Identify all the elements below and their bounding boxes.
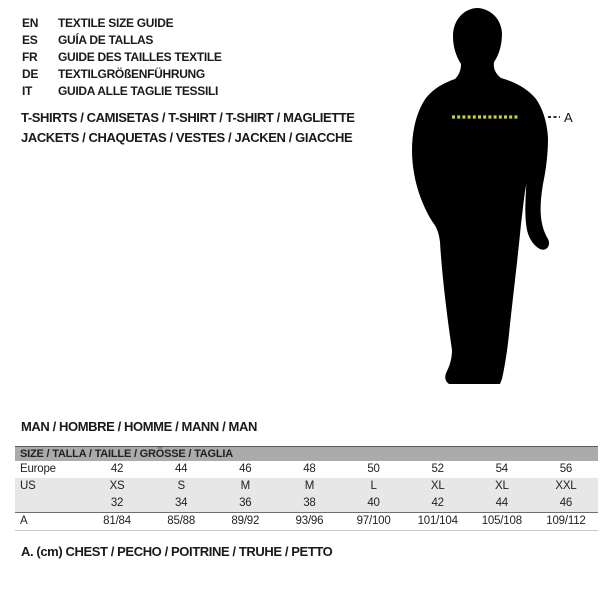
table-row-us bbox=[15, 478, 598, 495]
row-label: US bbox=[20, 480, 36, 492]
cell: 46 bbox=[239, 463, 252, 475]
man-silhouette-svg bbox=[390, 0, 600, 395]
cell: 93/96 bbox=[295, 515, 324, 527]
language-row-fr bbox=[22, 49, 222, 66]
language-label: TEXTILGRÖßENFÜHRUNG bbox=[58, 67, 205, 81]
man-silhouette-figure bbox=[390, 0, 600, 395]
cell: 85/88 bbox=[167, 515, 196, 527]
cell: 44 bbox=[495, 497, 509, 509]
language-label: GUÍA DE TALLAS bbox=[58, 33, 154, 47]
cell: 42 bbox=[110, 463, 124, 475]
cell: 56 bbox=[559, 463, 573, 475]
cell: XL bbox=[430, 480, 445, 492]
row-label bbox=[15, 495, 85, 512]
cell: 109/112 bbox=[546, 515, 586, 527]
cell: XXL bbox=[555, 480, 577, 492]
language-label: GUIDA ALLE TAGLIE TESSILI bbox=[58, 84, 219, 98]
cell: S bbox=[177, 480, 185, 492]
cell: 89/92 bbox=[231, 515, 260, 527]
row-label: Europe bbox=[20, 463, 56, 475]
size-table-header: SIZE / TALLA / TAILLE / GRÖSSE / TAGLIA bbox=[15, 447, 598, 461]
table-row-chest-a bbox=[15, 512, 598, 530]
section-title-man: MAN / HOMBRE / HOMME / MANN / MAN bbox=[21, 419, 257, 434]
cell: 52 bbox=[431, 463, 444, 475]
cell: 105/108 bbox=[481, 515, 522, 527]
cell: M bbox=[240, 480, 250, 492]
cell: 40 bbox=[367, 497, 380, 509]
row-label: A bbox=[20, 515, 28, 527]
language-row-de bbox=[22, 66, 222, 83]
language-list bbox=[22, 15, 222, 100]
cell: XS bbox=[109, 480, 125, 492]
cell: 42 bbox=[431, 497, 444, 509]
cell: L bbox=[370, 480, 377, 492]
cell: 48 bbox=[303, 463, 316, 475]
category-jackets: JACKETS / CHAQUETAS / VESTES / JACKEN / GIACCHE bbox=[21, 130, 353, 145]
table-row-europe bbox=[15, 461, 598, 478]
language-label: GUIDE DES TAILLES TEXTILE bbox=[58, 50, 222, 64]
cell: M bbox=[304, 480, 315, 492]
cell: 46 bbox=[559, 497, 573, 509]
cell: 101/104 bbox=[417, 515, 458, 527]
language-code: EN bbox=[22, 16, 39, 30]
measurement-footnote: A. (cm) CHEST / PECHO / POITRINE / TRUHE / PETTO bbox=[21, 544, 333, 559]
category-tshirts: T-SHIRTS / CAMISETAS / T-SHIRT / T-SHIRT / MAGLIETTE bbox=[21, 110, 355, 125]
language-code: IT bbox=[22, 84, 33, 98]
language-code: ES bbox=[22, 33, 38, 47]
cell: 54 bbox=[495, 463, 509, 475]
language-row-en bbox=[22, 15, 222, 32]
chest-measure-label: A bbox=[564, 110, 573, 125]
language-row-es bbox=[22, 32, 222, 49]
cell: 97/100 bbox=[356, 515, 391, 527]
cell: 50 bbox=[367, 463, 380, 475]
garment-categories bbox=[21, 108, 355, 148]
size-table bbox=[15, 446, 598, 531]
language-code: FR bbox=[22, 50, 38, 64]
man-silhouette-shape bbox=[412, 8, 549, 384]
language-row-it bbox=[22, 83, 222, 100]
cell: 34 bbox=[174, 497, 188, 509]
cell: 36 bbox=[239, 497, 252, 509]
cell: 81/84 bbox=[103, 515, 131, 527]
cell: 44 bbox=[174, 463, 188, 475]
cell: 38 bbox=[303, 497, 316, 509]
language-label: TEXTILE SIZE GUIDE bbox=[58, 16, 174, 30]
cell: 32 bbox=[110, 497, 124, 509]
cell: XL bbox=[494, 480, 509, 492]
language-code: DE bbox=[22, 67, 39, 81]
table-row-numeric bbox=[15, 495, 598, 512]
